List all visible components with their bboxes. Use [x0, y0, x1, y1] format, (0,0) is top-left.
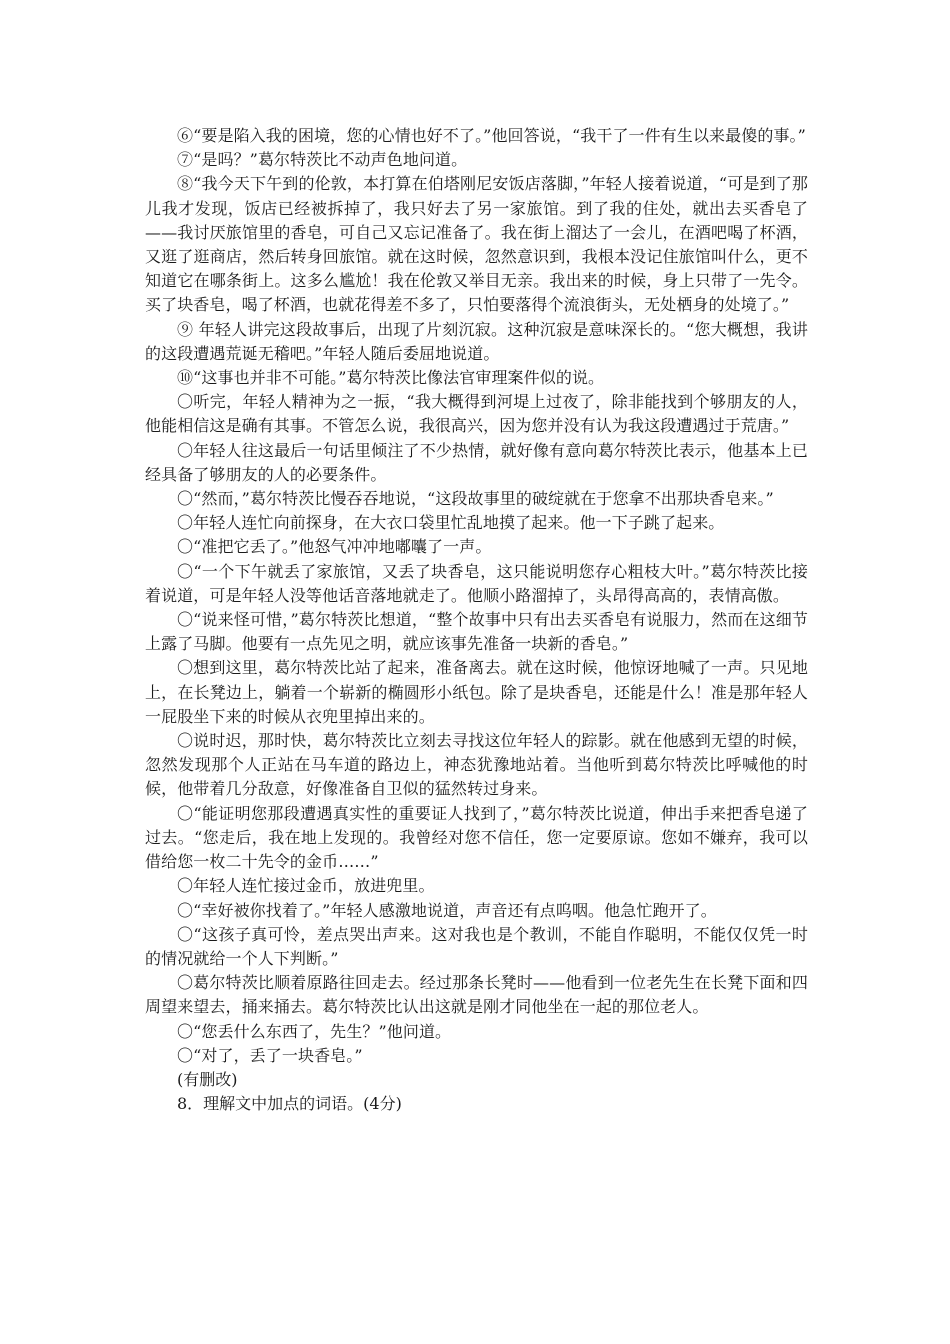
- paragraph-7: ⑦“是吗？”葛尔特茨比不动声色地问道。: [177, 150, 468, 170]
- paragraph-17: 〇“说来怪可惜，”葛尔特茨比想道，“整个故事中只有出去买香皂有说服力，然而在这细节上露了马脚。他要有一点先见之明，就应该事先准备一块新的香皂。”: [145, 610, 808, 654]
- paragraph-16: 〇“一个下午就丢了家旅馆，又丢了块香皂，这只能说明您存心粗枝大叶。”葛尔特茨比接着说道，可是年轻人没等他话音落地就走了。他顺小路溜掉了，头昂得高高的，表情高傲。: [145, 561, 808, 605]
- paragraph-19: 〇说时迟，那时快，葛尔特茨比立刻去寻找这位年轻人的踪影。就在他感到无望的时候，忽然发现那个人正站在马车道的路边上，神态犹豫地站着。当他听到葛尔特茨比呼喊他的时候，他带着几分敌意，好像准备自卫似的猛然转过身来。: [145, 731, 808, 799]
- question-8: 8．理解文中加点的词语。(4分): [177, 1094, 402, 1114]
- paragraph-6: ⑥“要是陷入我的困境，您的心情也好不了。”他回答说，“我干了一件有生以来最傻的事。”: [177, 126, 806, 145]
- edit-note: (有删改): [177, 1069, 238, 1089]
- paragraph-14: 〇年轻人连忙向前探身，在大衣口袋里忙乱地摸了起来。他一下子跳了起来。: [177, 513, 725, 533]
- paragraph-8: ⑧“我今天下午到的伦敦，本打算在伯塔刚尼安饭店落脚，”年轻人接着说道，“可是到了那儿我才发现，饭店已经被拆掉了，我只好去了另一家旅馆。到了我的住处，就出去买香皂了——我讨厌旅馆里的香皂，可自己又忘记准备了。我在街上溜达了一会儿，在酒吧喝了杯酒，又逛了逛商店，然后转身回旅馆。就在这时候，忽然意识到，我根本没记住旅馆叫什么，更不知道它在哪条街上。这多么尴尬！我在伦敦又举目无亲。我出来的时候，身上只带了一先令。买了块香皂，喝了杯酒，也就花得差不多了，只怕要落得个流浪街头，无处栖身的处境了。”: [145, 174, 808, 315]
- paragraph-15: 〇“准把它丢了。”他怒气冲冲地嘟囔了一声。: [177, 537, 492, 557]
- paragraph-13: 〇“然而，”葛尔特茨比慢吞吞地说，“这段故事里的破绽就在于您拿不出那块香皂来。”: [177, 489, 774, 509]
- paragraph-12: 〇年轻人往这最后一句话里倾注了不少热情，就好像有意向葛尔特茨比表示，他基本上已经具备了够朋友的人的必要条件。: [145, 440, 808, 484]
- paragraph-26: 〇“对了，丢了一块香皂。”: [177, 1045, 363, 1065]
- paragraph-9: ⑨ 年轻人讲完这段故事后，出现了片刻沉寂。这种沉寂是意味深长的。“您大概想，我讲的这段遭遇荒诞无稽吧。”年轻人随后委屈地说道。: [145, 319, 808, 363]
- paragraph-24: 〇葛尔特茨比顺着原路往回走去。经过那条长凳时——他看到一位老先生在长凳下面和四周望来望去，捅来捅去。葛尔特茨比认出这就是刚才同他坐在一起的那位老人。: [145, 973, 808, 1017]
- paragraph-10: ⑩“这事也并非不可能。”葛尔特茨比像法官审理案件似的说。: [177, 368, 605, 388]
- paragraph-23: 〇“这孩子真可怜，差点哭出声来。这对我也是个教训，不能自作聪明，不能仅仅凭一时的情况就给一个人下判断。”: [145, 924, 808, 968]
- paragraph-21: 〇年轻人连忙接过金币，放进兜里。: [177, 876, 435, 896]
- paragraph-22: 〇“幸好被你找着了。”年轻人感激地说道，声音还有点呜咽。他急忙跑开了。: [177, 900, 717, 920]
- paragraph-25: 〇“您丢什么东西了，先生？”他问道。: [177, 1021, 452, 1041]
- paragraph-11: 〇听完，年轻人精神为之一振，“我大概得到河堤上过夜了，除非能找到个够朋友的人，他能相信这是确有其事。不管怎么说，我很高兴，因为您并没有认为我这段遭遇过于荒唐。”: [145, 392, 808, 436]
- paragraph-20: 〇“能证明您那段遭遇真实性的重要证人找到了，”葛尔特茨比说道，伸出手来把香皂递了过去。“您走后，我在地上发现的。我曾经对您不信任，您一定要原谅。您如不嫌弃，我可以借给您一枚二十先令的金币……”: [145, 803, 808, 872]
- article-body: [145, 124, 808, 1116]
- paragraph-18: 〇想到这里，葛尔特茨比站了起来，准备离去。就在这时候，他惊讶地喊了一声。只见地上，在长凳边上，躺着一个崭新的椭圆形小纸包。除了是块香皂，还能是什么！准是那年轻人一屁股坐下来的时候从衣兜里掉出来的。: [145, 658, 808, 726]
